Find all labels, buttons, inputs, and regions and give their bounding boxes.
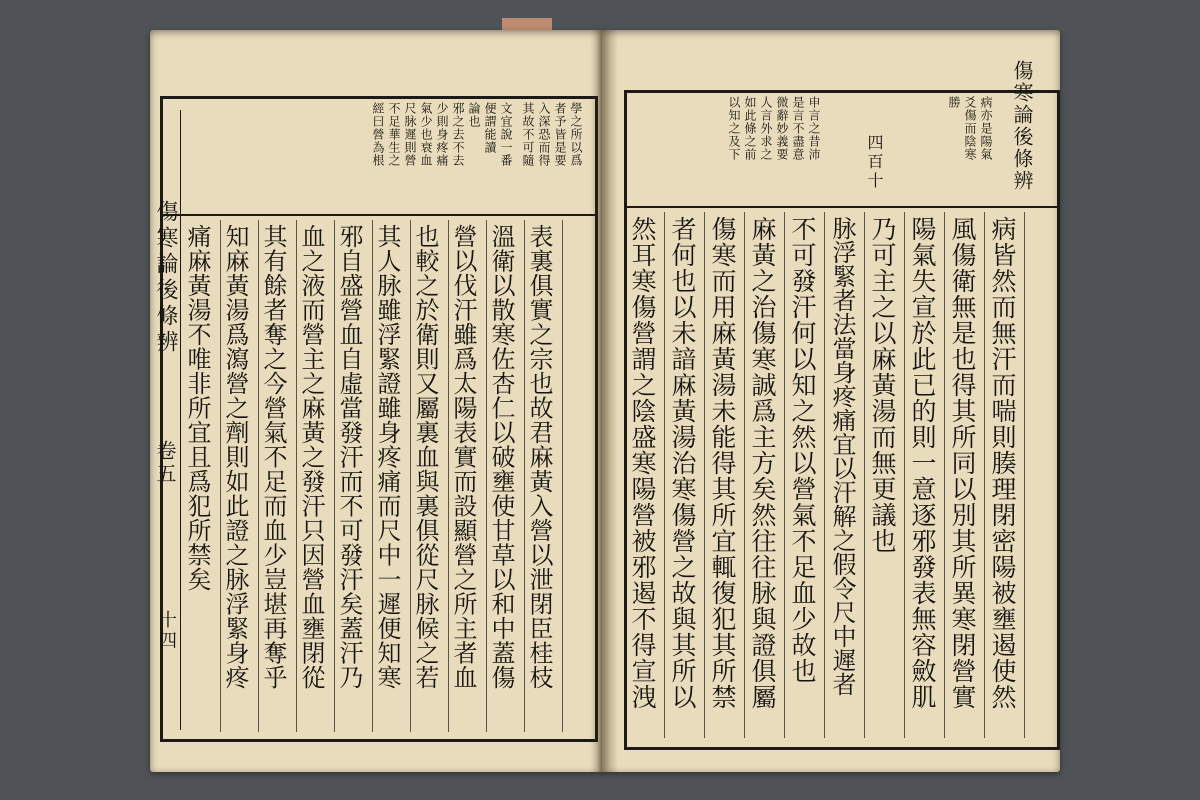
rule-line — [1024, 212, 1025, 738]
page-label: 四百十 — [865, 134, 884, 191]
note-col: 勝 — [947, 96, 961, 109]
note-col: 微辭妙義要 — [775, 96, 789, 161]
note-col: 經曰營為根 — [371, 102, 385, 167]
right-page — [602, 30, 1060, 772]
note-col: 申言之昔沛 — [807, 96, 821, 161]
book-gutter — [590, 30, 618, 772]
text-column: 乃可主之以麻黃湯而無更議也 — [868, 216, 897, 554]
text-column: 不可發汗何以知之然以營氣不足血少故也 — [788, 216, 817, 684]
note-col: 人言外求之 — [759, 96, 773, 161]
text-column: 傷寒而用麻黃湯未能得其所宜輒復犯其所禁 — [708, 216, 737, 710]
note-col: 者予皆是要 — [553, 102, 567, 167]
note-col: 病亦是陽氣 — [979, 96, 993, 161]
text-column: 風傷衛無是也得其所同以別其所異寒閉營實 — [948, 216, 977, 710]
rule-line — [944, 212, 945, 738]
open-book — [150, 30, 1060, 780]
rule-line — [904, 212, 905, 738]
note-col: 爻傷而陰寒 — [963, 96, 977, 161]
rule-line — [744, 212, 745, 738]
note-col: 邪之去不去 — [451, 102, 465, 167]
rule-line — [784, 212, 785, 738]
rule-line — [664, 212, 665, 738]
rule-line — [704, 212, 705, 738]
note-col: 便謂能讀 — [483, 102, 497, 154]
rule-line — [824, 212, 825, 738]
text-column: 也較之於衛則又屬裏血與裏俱從尺脉候之若 — [411, 224, 439, 690]
note-col: 學之所以爲 — [569, 102, 583, 167]
note-col: 不足華生之 — [387, 102, 401, 167]
left-header-divider — [160, 214, 598, 216]
note-col: 氣少也衰血 — [419, 102, 433, 167]
folio-number: 十四 — [156, 610, 177, 652]
center-strip — [152, 110, 181, 730]
text-column: 脉浮緊者法當身疼痛宜以汗解之假令尺中遲者 — [828, 216, 856, 696]
rule-line — [984, 212, 985, 738]
text-column: 邪自盛營血自虛當發汗而不可發汗矣蓋汗乃 — [335, 224, 363, 690]
text-column: 營以伐汗雖爲太陽表實而設顯營之所主者血 — [449, 224, 477, 690]
note-col: 以知之及下 — [727, 96, 741, 161]
text-column: 者何也以未諳麻黃湯治寒傷營之故與其所以 — [668, 216, 697, 710]
note-col: 其故不可隨 — [521, 102, 535, 167]
note-col: 尺脉遲則營 — [403, 102, 417, 167]
book-title: 傷寒論後條辨 — [153, 200, 178, 356]
volume-label: 卷五 — [153, 440, 177, 486]
page-header-title: 傷寒論後條辨 — [1010, 60, 1034, 192]
text-column: 其有餘者奪之今營氣不足而血少豈堪再奪乎 — [259, 224, 287, 690]
note-col: 文宜說一番 — [499, 102, 513, 167]
note-col: 論也 — [467, 102, 481, 128]
text-column: 溫衛以散寒佐杏仁以破壅使甘草以和中蓋傷 — [487, 224, 515, 690]
text-column: 表裏俱實之宗也故君麻黃入營以泄閉臣桂枝 — [525, 224, 553, 690]
note-col: 少則身疼痛 — [435, 102, 449, 167]
right-header-divider — [624, 206, 1060, 208]
text-column: 其人脉雖浮緊證雖身疼痛而尺中一遲便知寒 — [373, 224, 401, 690]
left-page — [150, 30, 602, 772]
text-column: 血之液而營主之麻黃之發汗只因營血壅閉從 — [297, 224, 325, 690]
rule-line — [562, 220, 563, 732]
rule-line — [864, 212, 865, 738]
text-column: 病皆然而無汗而喘則腠理閉密陽被壅遏使然 — [988, 216, 1017, 710]
note-col: 入深恐而得 — [537, 102, 551, 167]
text-column: 麻黃之治傷寒誠爲主方矣然往往脉與證俱屬 — [748, 216, 777, 710]
text-column: 陽氣失宣於此已的則一意逐邪發表無容斂肌 — [908, 216, 937, 710]
note-col: 如此條之前 — [743, 96, 757, 161]
note-col: 是言不盡意 — [791, 96, 805, 161]
text-column: 痛麻黃湯不唯非所宜且爲犯所禁矣 — [183, 224, 211, 592]
text-column: 知麻黃湯爲瀉營之劑則如此證之脉浮緊身疼 — [221, 224, 249, 690]
text-column: 然耳寒傷營謂之陰盛寒陽營被邪遏不得宣洩 — [628, 216, 657, 710]
